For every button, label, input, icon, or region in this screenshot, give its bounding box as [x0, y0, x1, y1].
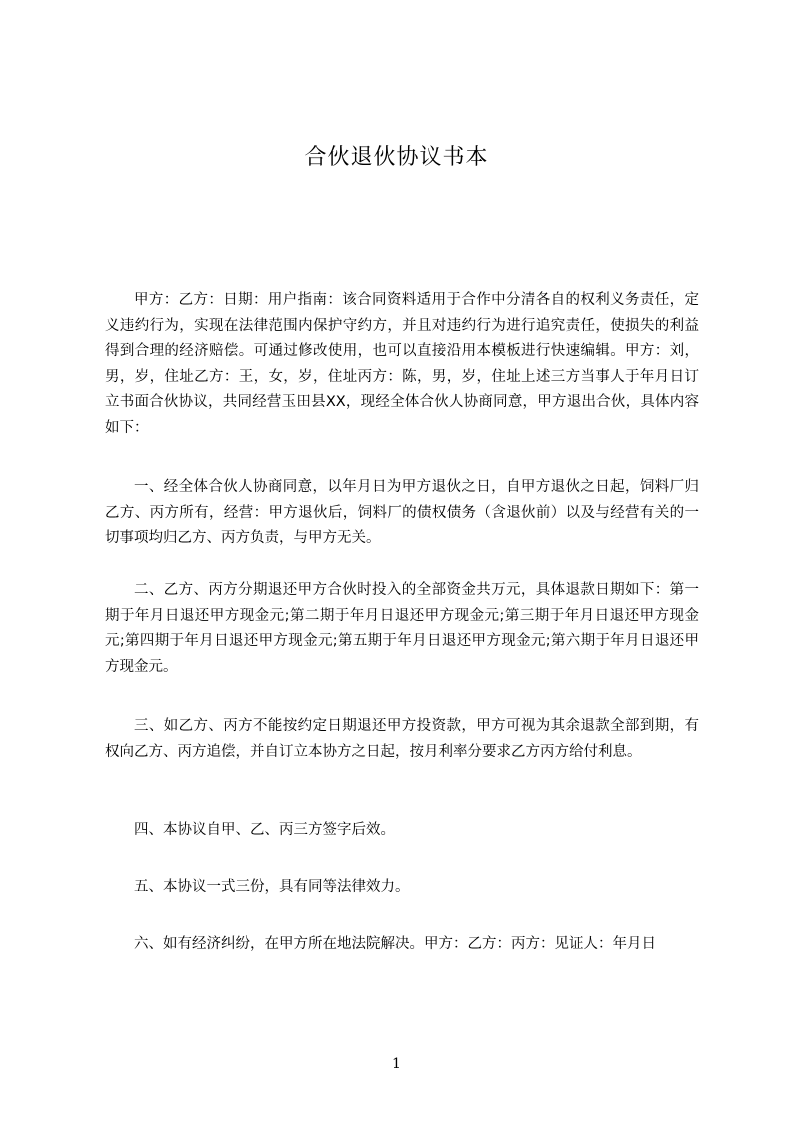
clause-3-paragraph: 三、如乙方、丙方不能按约定日期退还甲方投资款，甲方可视为其余退款全部到期，有权向乙方、丙方追偿，并自订立本协方之日起，按月利率分要求乙方丙方给付利息。 [105, 718, 699, 760]
clause-4-paragraph: 四、本协议自甲、乙、丙三方签字后效。 [134, 822, 395, 838]
page-number: 1 [392, 1056, 401, 1072]
clause-2-paragraph: 二、乙方、丙方分期退还甲方合伙时投入的全部资金共万元，具体退款日期如下：第一期于年月日退还甲方现金元;第二期于年月日退还甲方现金元;第三期于年月日退还甲方现金元;第四期于年月日退还甲方现金元;第五期于年月日退还甲方现金元;第六期于年月日退还甲方现金元。 [105, 582, 699, 675]
clause-1-paragraph: 一、经全体合伙人协商同意，以年月日为甲方退伙之日，自甲方退伙之日起，饲料厂归乙方、丙方所有，经营：甲方退伙后，饲料厂的债权债务（含退伙前）以及与经营有关的一切事项均归乙方、丙方负责，与甲方无关。 [105, 479, 699, 546]
intro-paragraph: 甲方：乙方：日期：用户指南：该合同资料适用于合作中分清各自的权利义务责任，定义违约行为，实现在法律范围内保护守约方，并且对违约行为进行追究责任，使损失的利益得到合理的经济赔偿。可通过修改使用，也可以直接沿用本模板进行快速编辑。甲方：刘，男，岁，住址乙方：王，女，岁，住址丙方：陈，男，岁，住址上述三方当事人于年月日订立书面合伙协议，共同经营玉田县XX，现经全体合伙人协商同意，甲方退出合伙，具体内容如下： [105, 292, 699, 436]
document-title: 合伙退伙协议书本 [304, 145, 489, 170]
clause-6-paragraph: 六、如有经济纠纷，在甲方所在地法院解决。甲方：乙方：丙方：见证人：年月日 [134, 936, 656, 952]
clause-5-paragraph: 五、本协议一式三份，具有同等法律效力。 [134, 879, 410, 895]
